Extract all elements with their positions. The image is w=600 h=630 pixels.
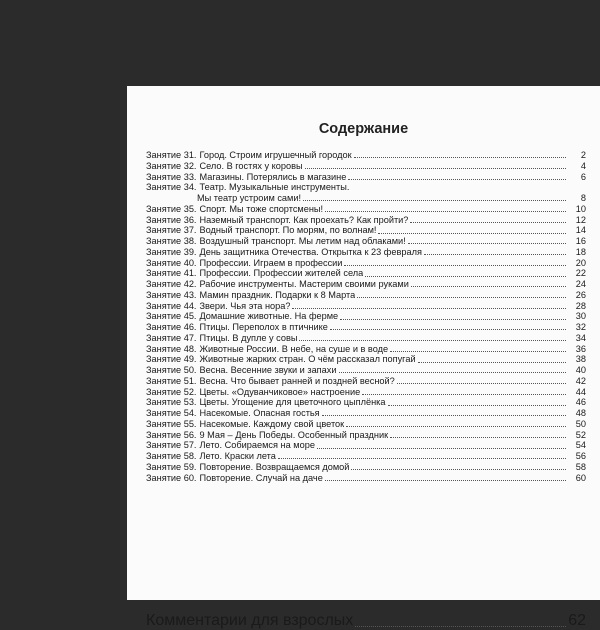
- toc-leader-dots: [408, 243, 566, 244]
- toc-entry: [146, 473, 586, 484]
- toc-entry-label: Занятие 53.: [146, 397, 197, 408]
- toc-entry-page: 58: [575, 461, 586, 472]
- toc-entry-page: 44: [575, 386, 586, 397]
- toc-entry: [146, 322, 586, 333]
- toc-entry-label: Занятие 35.: [146, 203, 197, 214]
- toc-entry: [146, 161, 586, 172]
- toc-entry: [146, 365, 586, 376]
- toc-entry-label: Занятие 32.: [146, 160, 197, 171]
- toc-entry-page: 42: [575, 375, 586, 386]
- toc-entry-page: 52: [575, 429, 586, 440]
- toc-entry-page: 4: [580, 160, 586, 171]
- toc-entry-title: Село. В гостях у коровы: [199, 160, 303, 171]
- toc-entry-page: 24: [575, 279, 586, 289]
- toc-entry-title: Профессии. Играем в профессии: [199, 257, 343, 268]
- toc-entry: [146, 150, 586, 161]
- toc-entry-label: Занятие 60.: [146, 472, 197, 483]
- document-page: [127, 86, 600, 629]
- toc-entry-label: Занятие 36.: [146, 214, 197, 225]
- toc-entry-page: 26: [575, 289, 586, 300]
- toc-entry-title: День защитника Отечества. Открытка к 23 февраля: [199, 246, 422, 257]
- toc-entry-title: Лето. Собираемся на море: [199, 440, 315, 451]
- toc-entry-title: Повторение. Возвращаемся домой: [199, 461, 350, 472]
- toc-entry-label: Занятие 45.: [146, 311, 197, 322]
- toc-leader-dots: [378, 233, 566, 234]
- toc-entry-title: Насекомые. Опасная гостья: [199, 408, 320, 418]
- toc-leader-dots: [344, 265, 566, 266]
- toc-leader-dots: [325, 480, 566, 481]
- toc-entry-page: 2: [580, 150, 586, 160]
- toc-entry-page: 38: [575, 354, 586, 365]
- toc-entry-page: 18: [575, 246, 586, 257]
- toc-leader-dots: [390, 351, 566, 352]
- toc-entry-label: Занятие 48.: [146, 343, 197, 354]
- toc-entry: [146, 225, 586, 236]
- toc-entry-label: Занятие 49.: [146, 354, 197, 365]
- toc-comment-title: Комментарии для взрослых: [146, 611, 354, 629]
- toc-entry-title: Насекомые. Каждому свой цветок: [199, 418, 345, 429]
- toc-leader-dots: [390, 437, 566, 438]
- toc-entry-title: Воздушный транспорт. Мы летим над облаками!: [199, 236, 406, 246]
- toc-entry-page: 30: [575, 311, 586, 322]
- toc-entry-title: Птицы. В дупле у совы: [199, 332, 298, 343]
- toc-entry: [146, 301, 586, 312]
- toc-leader-dots: [292, 308, 566, 309]
- toc-entry: [146, 182, 586, 193]
- toc-entry-page: 12: [575, 214, 586, 225]
- toc-leader-dots: [339, 372, 567, 373]
- toc-entry-label: Занятие 38.: [146, 236, 197, 246]
- toc-entry-label: Занятие 40.: [146, 257, 197, 268]
- toc-entry-label: Занятие 34.: [146, 182, 197, 193]
- toc-leader-dots: [365, 276, 566, 277]
- toc-leader-dots: [278, 458, 566, 459]
- toc-entry: [146, 172, 586, 183]
- toc-entry-title: Наземный транспорт. Как проехать? Как пройти?: [199, 214, 409, 225]
- toc-leader-dots: [357, 297, 566, 298]
- toc-leader-dots: [397, 383, 566, 384]
- toc-entry-title: Спорт. Мы тоже спортсмены!: [199, 203, 324, 214]
- toc-entry-title: Рабочие инструменты. Мастерим своими руками: [199, 279, 409, 289]
- toc-leader-dots: [362, 394, 566, 395]
- toc-entry: [146, 430, 586, 441]
- toc-entry-label: Занятие 47.: [146, 332, 197, 343]
- toc-entry-label: Занятие 58.: [146, 451, 197, 461]
- toc-entry-label: Занятие 37.: [146, 225, 197, 236]
- toc-entry-label: Занятие 54.: [146, 408, 197, 418]
- toc-entry-label: Занятие 57.: [146, 440, 197, 451]
- toc-entry-title: Повторение. Случай на даче: [199, 472, 323, 483]
- toc-entry: [146, 247, 586, 258]
- toc-entry: [146, 204, 586, 215]
- toc-comment-entry: [146, 611, 586, 630]
- toc-leader-dots: [411, 286, 566, 287]
- toc-entry: [146, 451, 586, 462]
- toc-entry: [146, 419, 586, 430]
- toc-entry-page: 40: [575, 365, 586, 375]
- toc-leader-dots: [355, 626, 566, 627]
- toc-leader-dots: [348, 179, 566, 180]
- toc-entry-page: 46: [575, 397, 586, 408]
- toc-entry-label: Занятие 46.: [146, 322, 197, 332]
- toc-entry-label: Занятие 44.: [146, 300, 197, 311]
- toc-entry-label: Занятие 42.: [146, 279, 197, 289]
- toc-entry-label: Занятие 33.: [146, 171, 197, 182]
- toc-entry-page: 34: [575, 332, 586, 343]
- toc-entry-label: Занятие 56.: [146, 429, 197, 440]
- toc-entry: [146, 268, 586, 279]
- toc-leader-dots: [317, 448, 566, 449]
- toc-leader-dots: [346, 426, 566, 427]
- toc-entry: [146, 215, 586, 226]
- toc-entry-page: 16: [575, 236, 586, 246]
- toc-leader-dots: [322, 415, 566, 416]
- toc-leader-dots: [410, 222, 566, 223]
- toc-leader-dots: [388, 405, 567, 406]
- toc-comment-page: 62: [568, 611, 586, 629]
- toc-entry-page: 6: [580, 171, 586, 182]
- toc-entry: [146, 408, 586, 419]
- toc-entry-title: Птицы. Переполох в птичнике: [199, 322, 328, 332]
- toc-leader-dots: [418, 362, 566, 363]
- toc-entry-page: 54: [575, 440, 586, 451]
- toc-entry-title: Мы театр устроим сами!: [197, 193, 302, 203]
- toc-leader-dots: [354, 157, 566, 158]
- toc-leader-dots: [424, 254, 566, 255]
- toc-entry-title: Мамин праздник. Подарки к 8 Марта: [199, 289, 356, 300]
- toc-entry: [146, 290, 586, 301]
- toc-entry-label: Занятие 50.: [146, 365, 197, 375]
- toc-entry-title: Магазины. Потерялись в магазине: [199, 171, 347, 182]
- toc-entry-label: Занятие 31.: [146, 150, 197, 160]
- toc-entry-label: Занятие 41.: [146, 268, 197, 279]
- toc-leader-dots: [305, 168, 566, 169]
- toc-entry: [146, 258, 586, 269]
- toc-entry: [146, 333, 586, 344]
- toc-entry-title: Животные жарких стран. О чём рассказал попугай: [199, 354, 416, 365]
- toc-entry-title: Весна. Что бывает ранней и поздней весной?: [199, 375, 395, 386]
- toc-leader-dots: [303, 200, 566, 201]
- toc-entry-page: 8: [580, 193, 586, 203]
- toc-entry-label: Занятие 55.: [146, 418, 197, 429]
- toc-entry-page: 32: [575, 322, 586, 332]
- toc-entry-label: Занятие 39.: [146, 246, 197, 257]
- toc-entry-page: 20: [575, 257, 586, 268]
- toc-entry-title: Театр. Музыкальные инструменты.: [199, 182, 350, 193]
- toc-leader-dots: [330, 329, 566, 330]
- toc-entry-title: Лето. Краски лета: [199, 451, 276, 461]
- toc-entry-page: 50: [575, 418, 586, 429]
- toc-entry-title: Домашние животные. На ферме: [199, 311, 339, 322]
- toc-entry-title: Профессии. Профессии жителей села: [199, 268, 364, 279]
- table-of-contents: [146, 150, 586, 483]
- toc-entry-page: 60: [575, 472, 586, 483]
- toc-entry: [146, 354, 586, 365]
- toc-entry-title: Цветы. «Одуванчиковое» настроение: [199, 386, 361, 397]
- toc-entry-label: Занятие 59.: [146, 461, 197, 472]
- toc-entry-page: 56: [575, 451, 586, 461]
- toc-entry: [146, 397, 586, 408]
- toc-entry: [146, 462, 586, 473]
- toc-entry-title: Животные России. В небе, на суше и в воде: [199, 343, 389, 354]
- toc-entry: [146, 440, 586, 451]
- toc-entry-title: Город. Строим игрушечный городок: [199, 150, 352, 160]
- toc-entry-continuation: [146, 193, 586, 204]
- toc-entry-page: 14: [575, 225, 586, 236]
- toc-leader-dots: [351, 469, 566, 470]
- toc-entry: [146, 311, 586, 322]
- toc-entry: [146, 236, 586, 247]
- toc-entry-page: 10: [575, 203, 586, 214]
- toc-entry: [146, 279, 586, 290]
- toc-entry-title: Цветы. Угощение для цветочного цыплёнка: [199, 397, 386, 408]
- toc-entry-page: 48: [575, 408, 586, 418]
- toc-entry-label: Занятие 52.: [146, 386, 197, 397]
- toc-leader-dots: [340, 319, 566, 320]
- toc-entry-page: 28: [575, 300, 586, 311]
- toc-entry-title: Весна. Весенние звуки и запахи: [199, 365, 337, 375]
- toc-entry-label: Занятие 43.: [146, 289, 197, 300]
- toc-entry: [146, 387, 586, 398]
- toc-entry-title: Звери. Чья эта нора?: [199, 300, 291, 311]
- toc-entry-title: 9 Мая – День Победы. Особенный праздник: [199, 429, 389, 440]
- toc-entry-page: 22: [575, 268, 586, 279]
- toc-entry-title: Водный транспорт. По морям, по волнам!: [199, 225, 377, 236]
- toc-entry: [146, 376, 586, 387]
- toc-entry-page: 36: [575, 343, 586, 354]
- toc-entry: [146, 344, 586, 355]
- toc-leader-dots: [299, 340, 566, 341]
- toc-entry-label: Занятие 51.: [146, 375, 197, 386]
- toc-leader-dots: [325, 211, 566, 212]
- page-title: Содержание: [318, 121, 409, 137]
